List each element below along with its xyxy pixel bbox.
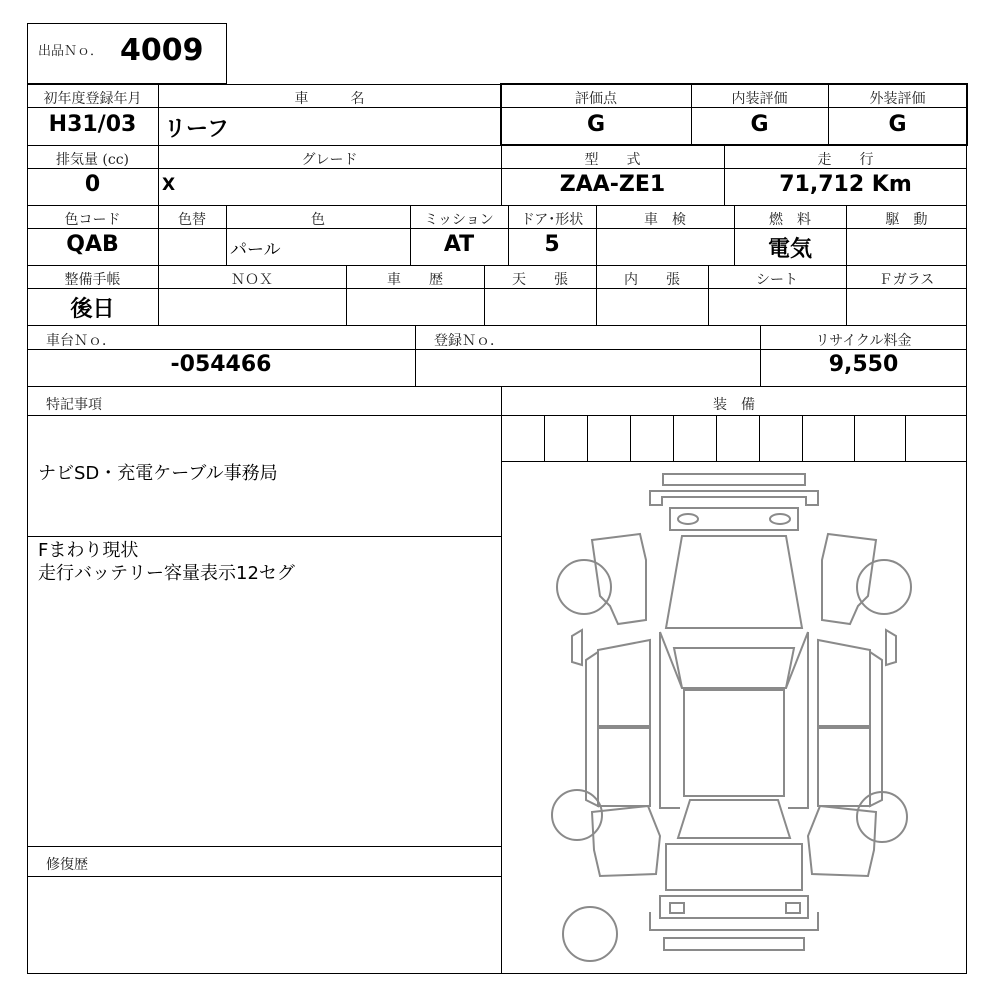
color-code-label: 色コード xyxy=(64,212,121,228)
rear-window xyxy=(678,800,790,838)
displacement-value: 0 xyxy=(84,172,101,197)
right-front-wheel xyxy=(857,560,911,614)
mileage-value: 71,712 Km xyxy=(779,172,912,197)
maintenance-value: 後日 xyxy=(70,297,115,322)
windshield xyxy=(674,648,794,688)
roof xyxy=(684,690,784,796)
color-change-label: 色替 xyxy=(178,212,206,228)
registration-number-label: 登録Ｎｏ． xyxy=(434,333,504,349)
door-label: ドア･形状 xyxy=(520,212,584,228)
color-code-value: QAB xyxy=(66,232,119,257)
vehicle-history-label: 車 歴 xyxy=(387,272,443,288)
lot-label: 出品Ｎｏ． xyxy=(38,44,104,59)
front-glass-label: Ｆガラス xyxy=(878,272,935,288)
drive-label: 駆 動 xyxy=(885,212,928,228)
color-label: 色 xyxy=(311,212,325,228)
inspection-label: 車 検 xyxy=(644,212,686,228)
right-rear-door xyxy=(818,728,870,806)
recycle-fee-value: 9,550 xyxy=(828,352,899,377)
exterior-score-label: 外装評価 xyxy=(869,91,926,107)
front-grille xyxy=(670,508,798,530)
fuel-label: 燃 料 xyxy=(769,212,811,228)
nox-label: ＮＯＸ xyxy=(231,272,273,288)
left-rear-wheel xyxy=(552,790,602,840)
right-rear-fender xyxy=(808,806,876,876)
interior-trim-label: 内 張 xyxy=(624,272,680,288)
chassis-number-value: -054466 xyxy=(170,352,272,377)
rear-left-light-mark xyxy=(670,903,684,913)
interior-score-label: 内装評価 xyxy=(731,91,788,107)
mileage-label: 走 行 xyxy=(817,152,874,168)
door-value: 5 xyxy=(544,232,560,257)
score-value: G xyxy=(586,112,606,137)
rear-right-light-mark xyxy=(786,903,800,913)
left-front-wheel xyxy=(557,560,611,614)
left-front-fender xyxy=(592,534,646,624)
left-front-door xyxy=(598,640,650,726)
special-notes-label: 特記事項 xyxy=(46,397,102,413)
right-front-fender xyxy=(822,534,876,624)
repair-history-label: 修復歴 xyxy=(46,857,88,873)
fuel-value: 電気 xyxy=(767,237,812,262)
car-name-label: 車 名 xyxy=(294,91,365,107)
transmission-value: AT xyxy=(443,232,475,257)
car-damage-diagram xyxy=(502,462,966,973)
special-note-line-1: ナビSD・充電ケーブル事務局 xyxy=(38,463,278,484)
displacement-label: 排気量 (cc) xyxy=(55,152,130,168)
rear-hatch xyxy=(666,844,802,890)
chassis-number-label: 車台Ｎｏ． xyxy=(46,333,116,349)
front-right-light-mark xyxy=(770,514,790,524)
right-front-door xyxy=(818,640,870,726)
transmission-label: ミッション xyxy=(424,212,494,228)
roof-lining-label: 天 張 xyxy=(512,272,568,288)
first-registration-value: H31/03 xyxy=(48,112,137,137)
grade-label: グレード xyxy=(301,152,358,168)
car-name-value: リーフ xyxy=(164,117,229,142)
front-bumper xyxy=(650,491,818,505)
special-note-line-3: 走行バッテリー容量表示12セグ xyxy=(38,563,295,584)
model-value: ZAA-ZE1 xyxy=(559,172,666,197)
front-left-light-mark xyxy=(678,514,698,524)
equipment-label: 装 備 xyxy=(713,397,755,413)
maintenance-label: 整備手帳 xyxy=(64,272,121,288)
first-registration-label: 初年度登録年月 xyxy=(43,91,142,107)
score-label: 評価点 xyxy=(575,91,617,107)
model-label: 型 式 xyxy=(584,152,641,168)
hood xyxy=(666,536,802,628)
grade-value: X xyxy=(162,175,176,195)
right-mirror xyxy=(886,630,896,665)
special-note-line-2: Fまわり現状 xyxy=(38,540,139,561)
left-mirror xyxy=(572,630,582,665)
left-rear-door xyxy=(598,728,650,806)
seat-label: シート xyxy=(756,272,798,288)
rear-bumper-lower xyxy=(664,938,804,950)
lot-number: 4009 xyxy=(120,33,204,68)
front-bumper-top xyxy=(663,474,805,485)
color-value: パール xyxy=(230,240,281,260)
recycle-fee-label: リサイクル料金 xyxy=(815,333,912,349)
exterior-score-value: G xyxy=(888,112,907,137)
spare-tire xyxy=(563,907,617,961)
interior-score-value: G xyxy=(750,112,769,137)
